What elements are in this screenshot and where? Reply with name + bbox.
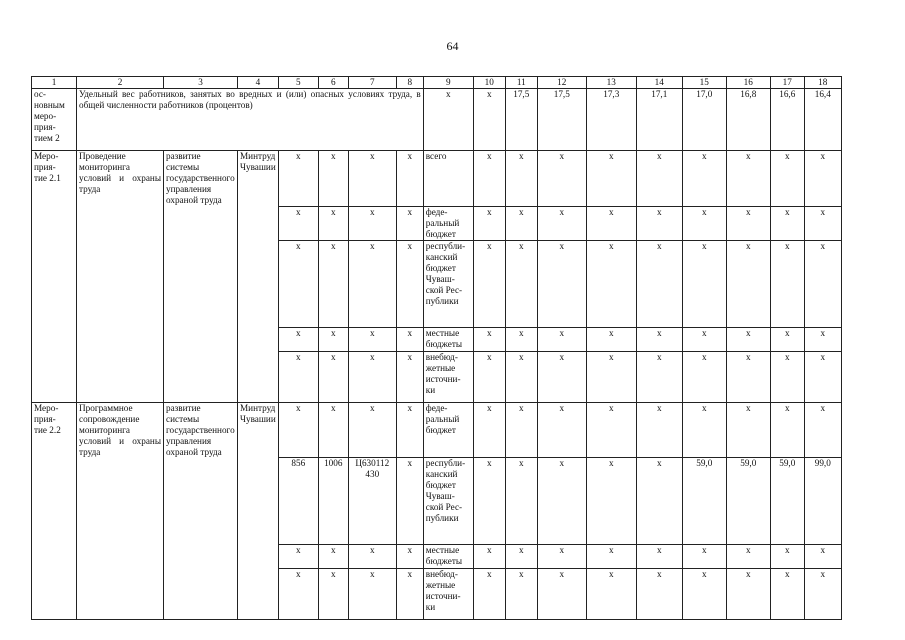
indicator-value-18: 16,4 [804,89,841,151]
col-15-value: x [682,545,726,569]
funding-source: местные бюджеты [423,327,473,351]
col-11-value: x [505,569,537,620]
col-5-value: x [278,240,318,327]
measure-executor-cont [238,351,279,402]
measure-task-cont [164,240,238,327]
measure-2-row [32,458,842,545]
col-6-value: x [318,240,348,327]
col-11-value: x [505,402,537,458]
col-16-value: x [726,206,770,240]
col-17-value: 59,0 [770,458,804,545]
funding-source: всего [423,151,473,207]
col-7-value: x [348,240,396,327]
col-13-value: x [586,151,636,207]
col-10-value: x [473,206,505,240]
col-10-value: x [473,327,505,351]
col-18-value: x [804,351,841,402]
col-8-value: x [396,240,423,327]
col-16-value: x [726,327,770,351]
measure-executor-cont [238,569,279,620]
col-13-value: x [586,569,636,620]
indicator-text: Удельный вес работников, занятых во вредных и (или) опасных условиях труда, в общей численности работников (процентов) [77,89,424,151]
col-5-value: x [278,569,318,620]
col-12-value: x [537,458,586,545]
col-15-value: x [682,206,726,240]
col-17-value: x [770,206,804,240]
measure-name-cont [77,458,164,545]
measure-id-cont [32,206,77,240]
measure-executor-cont [238,545,279,569]
measure-id-cont [32,458,77,545]
col-10-value: x [473,545,505,569]
measure-1-row [32,327,842,351]
col-11-value: x [505,327,537,351]
col-17-value: x [770,545,804,569]
col-18-value: x [804,569,841,620]
funding-source: внебюд- жетные источни- ки [423,569,473,620]
col-14-value: x [636,151,682,207]
measure-executor-cont [238,206,279,240]
col-5-value: x [278,206,318,240]
col-17-value: x [770,402,804,458]
column-number-15: 15 [682,77,726,89]
col-13-value: x [586,402,636,458]
measure-task-cont [164,569,238,620]
column-number-12: 12 [537,77,586,89]
col-16-value: x [726,545,770,569]
col-5-value: x [278,402,318,458]
col-11-value: x [505,206,537,240]
col-14-value: x [636,458,682,545]
col-15-value: x [682,402,726,458]
col-18-value: x [804,545,841,569]
col-17-value: x [770,240,804,327]
funding-source: республи- канский бюджет Чуваш- ской Рес- публики [423,458,473,545]
col-10-value: x [473,569,505,620]
col-11-value: x [505,151,537,207]
col-6-value: x [318,569,348,620]
indicator-value-14: 17,1 [636,89,682,151]
col-6-value: x [318,351,348,402]
column-number-17: 17 [770,77,804,89]
indicator-col-9: x [423,89,473,151]
measure-id: Меро- прия- тие 2.1 [32,151,77,207]
col-7-value: x [348,569,396,620]
col-5-value: 856 [278,458,318,545]
funding-source: республи- канский бюджет Чуваш- ской Рес- публики [423,240,473,327]
col-11-value: x [505,240,537,327]
col-10-value: x [473,458,505,545]
col-6-value: x [318,206,348,240]
col-12-value: x [537,545,586,569]
col-15-value: x [682,151,726,207]
column-number-9: 9 [423,77,473,89]
column-number-5: 5 [278,77,318,89]
col-8-value: x [396,545,423,569]
measure-1-row [32,206,842,240]
col-13-value: x [586,458,636,545]
measure-name-cont [77,327,164,351]
indicator-value-13: 17,3 [586,89,636,151]
column-number-6: 6 [318,77,348,89]
funding-source: местные бюджеты [423,545,473,569]
col-16-value: x [726,151,770,207]
col-11-value: x [505,545,537,569]
indicator-row [32,89,842,151]
column-number-3: 3 [164,77,238,89]
col-12-value: x [537,151,586,207]
measure-task-cont [164,351,238,402]
col-12-value: x [537,569,586,620]
col-13-value: x [586,206,636,240]
funding-source: внебюд- жетные источни- ки [423,351,473,402]
measure-task: развитие системы государственного управления охраной труда [164,402,238,458]
indicator-value-17: 16,6 [770,89,804,151]
col-11-value: x [505,458,537,545]
program-table [31,76,842,620]
measure-id-cont [32,327,77,351]
col-10-value: x [473,402,505,458]
measure-name-cont [77,569,164,620]
col-7-value: Ц630112 430 [348,458,396,545]
measure-id: Меро- прия- тие 2.2 [32,402,77,458]
measure-executor: Минтруд Чувашии [238,402,279,458]
col-17-value: x [770,327,804,351]
col-15-value: x [682,569,726,620]
col-18-value: x [804,327,841,351]
col-7-value: x [348,206,396,240]
indicator-value-12: 17,5 [537,89,586,151]
col-13-value: x [586,545,636,569]
column-number-14: 14 [636,77,682,89]
measure-id-cont [32,569,77,620]
col-15-value: x [682,240,726,327]
col-16-value: x [726,569,770,620]
indicator-value-16: 16,8 [726,89,770,151]
measure-executor-cont [238,458,279,545]
col-8-value: x [396,206,423,240]
col-7-value: x [348,545,396,569]
measure-name-cont [77,240,164,327]
measure-task-cont [164,206,238,240]
col-7-value: x [348,327,396,351]
measure-task-cont [164,327,238,351]
col-16-value: x [726,240,770,327]
column-number-8: 8 [396,77,423,89]
measure-id-cont [32,351,77,402]
measure-executor: Минтруд Чувашии [238,151,279,207]
header-row [32,77,842,89]
column-number-1: 1 [32,77,77,89]
col-8-value: x [396,327,423,351]
measure-executor-cont [238,327,279,351]
measure-1-row [32,240,842,327]
col-10-value: x [473,240,505,327]
col-14-value: x [636,351,682,402]
col-8-value: x [396,402,423,458]
col-14-value: x [636,240,682,327]
measure-2-row [32,545,842,569]
funding-source: феде- ральный бюджет [423,402,473,458]
column-number-18: 18 [804,77,841,89]
measure-executor-cont [238,240,279,327]
col-18-value: 99,0 [804,458,841,545]
col-7-value: x [348,351,396,402]
col-16-value: x [726,402,770,458]
table-body [32,77,842,620]
col-12-value: x [537,327,586,351]
measure-2-row [32,402,842,458]
col-13-value: x [586,327,636,351]
column-number-11: 11 [505,77,537,89]
measure-task-cont [164,545,238,569]
col-18-value: x [804,206,841,240]
col-6-value: x [318,151,348,207]
col-6-value: 1006 [318,458,348,545]
measure-name: Программное сопровождение мониторинга условий и охраны труда [77,402,164,458]
indicator-value-15: 17,0 [682,89,726,151]
measure-name-cont [77,351,164,402]
col-5-value: x [278,327,318,351]
col-6-value: x [318,327,348,351]
col-7-value: x [348,151,396,207]
col-8-value: x [396,351,423,402]
col-17-value: x [770,351,804,402]
col-14-value: x [636,206,682,240]
col-8-value: x [396,151,423,207]
col-17-value: x [770,151,804,207]
col-5-value: x [278,545,318,569]
col-5-value: x [278,151,318,207]
column-number-16: 16 [726,77,770,89]
col-12-value: x [537,206,586,240]
col-12-value: x [537,351,586,402]
col-14-value: x [636,402,682,458]
column-number-4: 4 [238,77,279,89]
measure-id-cont [32,545,77,569]
col-18-value: x [804,402,841,458]
measure-2-row [32,569,842,620]
col-10-value: x [473,351,505,402]
col-12-value: x [537,240,586,327]
measure-name-cont [77,206,164,240]
col-14-value: x [636,545,682,569]
indicator-value-11: 17,5 [505,89,537,151]
col-15-value: x [682,327,726,351]
col-8-value: x [396,569,423,620]
col-14-value: x [636,327,682,351]
col-6-value: x [318,545,348,569]
col-12-value: x [537,402,586,458]
column-number-2: 2 [77,77,164,89]
col-15-value: 59,0 [682,458,726,545]
col-8-value: x [396,458,423,545]
col-16-value: 59,0 [726,458,770,545]
col-7-value: x [348,402,396,458]
col-16-value: x [726,351,770,402]
col-5-value: x [278,351,318,402]
col-6-value: x [318,402,348,458]
col-18-value: x [804,151,841,207]
funding-source: феде- ральный бюджет [423,206,473,240]
measure-name-cont [77,545,164,569]
col-14-value: x [636,569,682,620]
indicator-col-10: x [473,89,505,151]
measure-task: развитие системы государственного управления охраной труда [164,151,238,207]
measure-1-row [32,351,842,402]
column-number-13: 13 [586,77,636,89]
column-number-10: 10 [473,77,505,89]
col-17-value: x [770,569,804,620]
measure-task-cont [164,458,238,545]
col-18-value: x [804,240,841,327]
col-10-value: x [473,151,505,207]
measure-id-cont [32,240,77,327]
col-13-value: x [586,240,636,327]
measure-name: Проведение мониторинга условий и охраны труда [77,151,164,207]
col-15-value: x [682,351,726,402]
page-number: 64 [446,39,459,53]
column-number-7: 7 [348,77,396,89]
measure-1-row [32,151,842,207]
col-13-value: x [586,351,636,402]
indicator-label: ос- новным меро- прия- тием 2 [32,89,77,151]
col-11-value: x [505,351,537,402]
